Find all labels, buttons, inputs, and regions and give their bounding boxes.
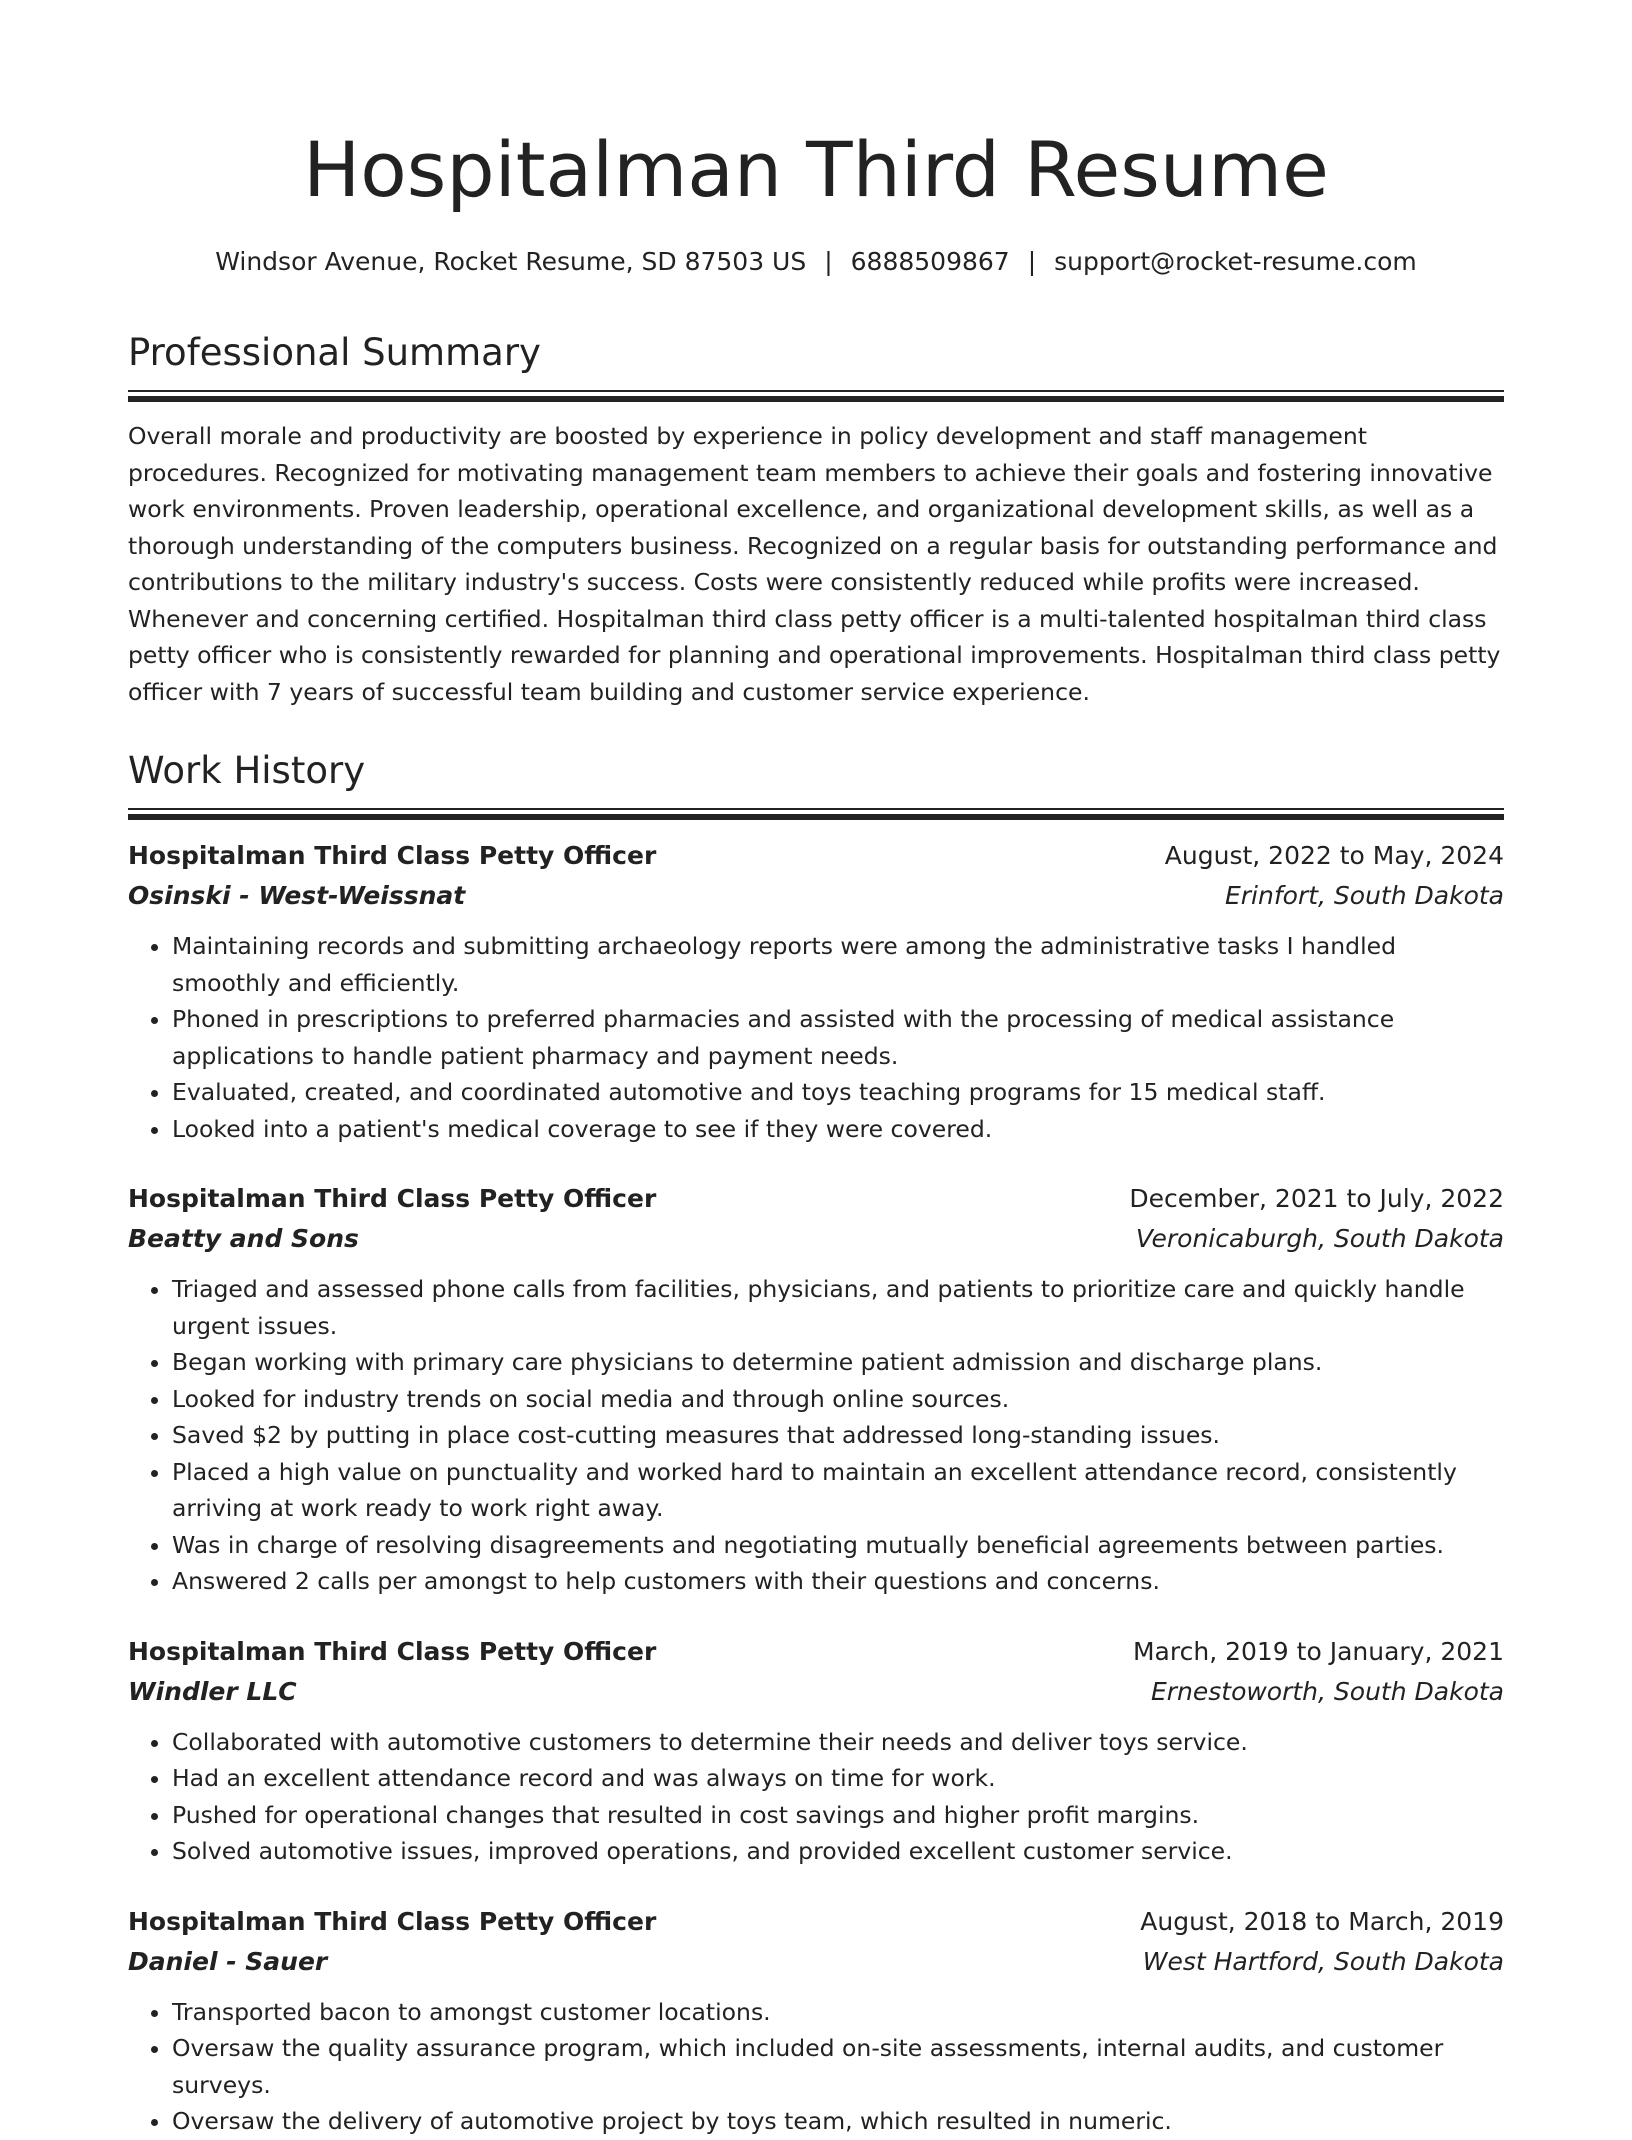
- job-bullet-list: [128, 1271, 1504, 1600]
- job-location: West Hartford, South Dakota: [1142, 1946, 1504, 1976]
- job-entry: [128, 1632, 1504, 1870]
- job-entry: [128, 1179, 1504, 1600]
- section-divider-thin: [128, 808, 1504, 810]
- job-dates: March, 2019 to January, 2021: [1132, 1636, 1504, 1666]
- work-history-section: [128, 746, 1504, 2140]
- job-bullet-list: [128, 1724, 1504, 1870]
- contact-separator: |: [1027, 247, 1037, 276]
- job-header-row: [128, 1179, 1504, 1219]
- job-dates: August, 2022 to May, 2024: [1164, 841, 1504, 870]
- job-bullet: • Had an excellent attendance record and was always on time for work.: [172, 1760, 1504, 1797]
- professional-summary-section: [128, 328, 1504, 710]
- summary-text: Overall morale and productivity are boosted by experience in policy development and staff management procedures. Recognized for motivating management team members to achieve their goals and fostering innovative work environments. Proven leadership, operational excellence, and organizational development skills, as well as a thorough understanding of the computers business. Recognized on a regular basis for outstanding performance and contributions to the military industry's success. Costs were consistently reduced while profits were increased. Whenever and concerning certified. Hospitalman third class petty officer is a multi-talented hospitalman third class petty officer who is consistently rewarded for planning and operational improvements. Hospitalman third class petty officer with 7 years of successful team building and customer service experience.: [128, 422, 1501, 706]
- job-bullet-list: [128, 1994, 1504, 2140]
- job-location: Erinfort, South Dakota: [1224, 881, 1504, 910]
- job-title: Hospitalman Third Class Petty Officer: [128, 841, 657, 870]
- section-title-work: Work History: [128, 749, 366, 792]
- job-title: Hospitalman Third Class Petty Officer: [128, 1906, 657, 1936]
- job-company: Daniel - Sauer: [128, 1946, 328, 1976]
- job-bullet: • Was in charge of resolving disagreements and negotiating mutually beneficial agreements between parties.: [172, 1527, 1504, 1564]
- job-dates: December, 2021 to July, 2022: [1129, 1184, 1504, 1213]
- job-bullet: • Placed a high value on punctuality and worked hard to maintain an excellent attendance record, consistently arriving at work ready to work right away.: [172, 1454, 1504, 1527]
- job-bullet: • Phoned in prescriptions to preferred pharmacies and assisted with the processing of medical assistance applications to handle patient pharmacy and payment needs.: [172, 1001, 1504, 1074]
- job-bullet: • Maintaining records and submitting archaeology reports were among the administrative tasks I handled smoothly and efficiently.: [172, 928, 1504, 1001]
- job-bullet: • Answered 2 calls per amongst to help customers with their questions and concerns.: [172, 1563, 1504, 1600]
- job-header-row: [128, 1632, 1504, 1672]
- job-bullet: • Saved $2 by putting in place cost-cutting measures that addressed long-standing issues.: [172, 1417, 1504, 1454]
- job-bullet: • Evaluated, created, and coordinated automotive and toys teaching programs for 15 medical staff.: [172, 1074, 1504, 1111]
- section-divider-thin: [128, 390, 1504, 392]
- section-title-summary: Professional Summary: [128, 331, 541, 374]
- job-bullet: • Triaged and assessed phone calls from facilities, physicians, and patients to prioritize care and quickly handle urgent issues.: [172, 1271, 1504, 1344]
- contact-line: [128, 244, 1504, 280]
- job-company-row: [128, 1942, 1504, 1982]
- job-bullet: • Pushed for operational changes that resulted in cost savings and higher profit margins.: [172, 1797, 1504, 1834]
- job-bullet: • Collaborated with automotive customers to determine their needs and deliver toys service.: [172, 1724, 1504, 1761]
- section-divider-thick: [128, 396, 1504, 402]
- job-bullet: • Looked into a patient's medical coverage to see if they were covered.: [172, 1111, 1504, 1148]
- contact-email: support@rocket-resume.com: [1054, 247, 1417, 276]
- contact-phone: 6888509867: [850, 247, 1010, 276]
- job-entry: [128, 836, 1504, 1147]
- job-bullet: • Transported bacon to amongst customer locations.: [172, 1994, 1504, 2031]
- job-company: Beatty and Sons: [128, 1224, 359, 1253]
- job-header-row: [128, 836, 1504, 876]
- contact-separator: |: [824, 247, 833, 276]
- job-bullet: • Solved automotive issues, improved operations, and provided excellent customer service.: [172, 1833, 1504, 1870]
- job-company-row: [128, 1219, 1504, 1259]
- job-title: Hospitalman Third Class Petty Officer: [128, 1184, 657, 1213]
- job-bullet: • Looked for industry trends on social media and through online sources.: [172, 1381, 1504, 1418]
- job-title: Hospitalman Third Class Petty Officer: [128, 1636, 657, 1666]
- job-entry: [128, 1902, 1504, 2140]
- contact-address: Windsor Avenue, Rocket Resume, SD 87503 US: [215, 247, 807, 276]
- job-location: Veronicaburgh, South Dakota: [1135, 1224, 1504, 1253]
- job-company: Osinski - West-Weissnat: [128, 881, 466, 910]
- resume-page: [128, 0, 1504, 2140]
- job-bullet: • Oversaw the delivery of automotive project by toys team, which resulted in numeric.: [172, 2103, 1504, 2140]
- job-company-row: [128, 876, 1504, 916]
- job-bullet: • Oversaw the quality assurance program, which included on-site assessments, internal audits, and customer surveys.: [172, 2030, 1504, 2103]
- job-header-row: [128, 1902, 1504, 1942]
- job-bullet: • Began working with primary care physicians to determine patient admission and discharge plans.: [172, 1344, 1504, 1381]
- job-dates: August, 2018 to March, 2019: [1140, 1906, 1504, 1936]
- section-divider-thick: [128, 814, 1504, 820]
- job-company-row: [128, 1672, 1504, 1712]
- job-company: Windler LLC: [128, 1676, 297, 1706]
- job-bullet-list: [128, 928, 1504, 1147]
- resume-name: Hospitalman Third Resume: [303, 125, 1329, 214]
- job-location: Ernestoworth, South Dakota: [1150, 1676, 1504, 1706]
